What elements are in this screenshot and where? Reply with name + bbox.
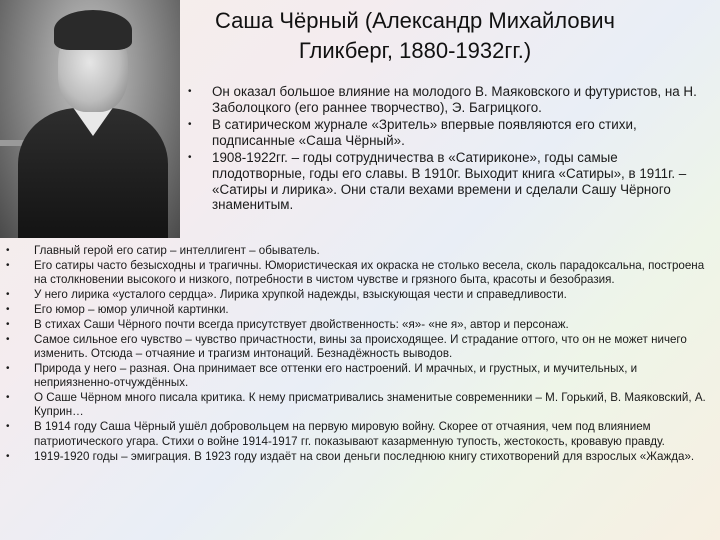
list-item [6, 244, 706, 258]
list-item-text: В стихах Саши Чёрного почти всегда присутствует двойственность: «я»- «не я», автор и персонаж. [34, 317, 569, 331]
bullet-icon: • [6, 303, 10, 315]
portrait-photo [0, 0, 180, 238]
list-item [6, 420, 706, 449]
list-item [6, 391, 706, 420]
list-item [6, 288, 706, 302]
bullet-icon: • [6, 318, 10, 330]
list-item [6, 303, 706, 317]
list-item-text: Главный герой его сатир – интеллигент – обыватель. [34, 244, 320, 257]
list-item [188, 150, 700, 212]
list-item-text: Природа у него – разная. Она принимает все оттенки его настроений. И мрачных, и грустных, и мучительных, и неприязненно-отчуждённых. [34, 361, 638, 390]
bullet-icon: • [6, 245, 10, 256]
list-item-text: 1919-1920 годы – эмиграция. В 1923 году издаёт на свои деньги последнюю книгу стихотворений для взрослых «Жажда». [34, 449, 695, 463]
main-bullet-list [6, 244, 706, 464]
bullet-icon: • [188, 119, 192, 131]
list-item [6, 362, 706, 391]
bullet-icon: • [188, 152, 192, 164]
title-line-1: Саша Чёрный (Александр Михайлович [214, 8, 616, 33]
bullet-icon: • [6, 450, 10, 462]
list-item-text: О Саше Чёрном много писала критика. К нему присматривались знаменитые современники – М. Горький, В. Маяковский, А. Куприн… [34, 391, 706, 419]
title-line-2: Гликберг, 1880-1932гг.) [298, 38, 532, 63]
bullet-icon: • [6, 289, 10, 301]
bullet-icon: • [6, 333, 10, 345]
list-item-text: 1908-1922гг. – годы сотрудничества в «Сатириконе», годы самые плодотворные, годы его славы. В 1910г. Выходит книга «Сатиры», в 1911г. – «Сатиры и лирика». Они стали вехами времени и сделали Сашу Чёрного знаменитым. [212, 150, 687, 213]
list-item [188, 84, 700, 115]
list-item [6, 318, 706, 332]
list-item-text: Самое сильное его чувство – чувство причастности, вины за происходящее. И страдание оттого, что он не может ничего изменить. Отсюда – отчаяние и трагизм интонаций. Безнадёжность выводов. [34, 332, 687, 361]
bullet-icon: • [6, 392, 10, 404]
list-item-text: В сатирическом журнале «Зритель» впервые появляются его стихи, подписанные «Саша Чёрный». [212, 117, 637, 148]
bullet-icon: • [6, 259, 10, 271]
list-item-text: У него лирика «усталого сердца». Лирика хрупкой надежды, взыскующая чести и справедливости. [34, 288, 567, 302]
top-bullet-list [188, 84, 700, 215]
bullet-icon: • [6, 421, 10, 433]
list-item [6, 333, 706, 362]
list-item-text: Он оказал большое влияние на молодого В. Маяковского и футуристов, на Н. Заболоцкого (его раннее творчество), Э. Багрицкого. [212, 84, 697, 115]
list-item [6, 450, 706, 464]
bullet-icon: • [6, 362, 10, 374]
list-item-text: Его сатиры часто безысходны и трагичны. Юмористическая их окраска не столько весела, сколь парадоксальна, построена на столкновении высокого и низкого, потребности в чистом чувстве и грязного быта, красоты и безобразия. [34, 258, 705, 287]
bullet-icon: • [188, 86, 192, 97]
hair-shape [54, 10, 132, 50]
list-item [188, 117, 700, 148]
list-item-text: Его юмор – юмор уличной картинки. [34, 302, 229, 316]
list-item [6, 259, 706, 288]
list-item-text: В 1914 году Саша Чёрный ушёл добровольцем на первую мировую войну. Скорее от отчаяния, чем под влиянием патриотического угара. Стихи о войне 1914-1917 гг. показывают казарменную тупость, жестокость, кровавую правду. [34, 420, 665, 448]
page-title [180, 6, 650, 66]
